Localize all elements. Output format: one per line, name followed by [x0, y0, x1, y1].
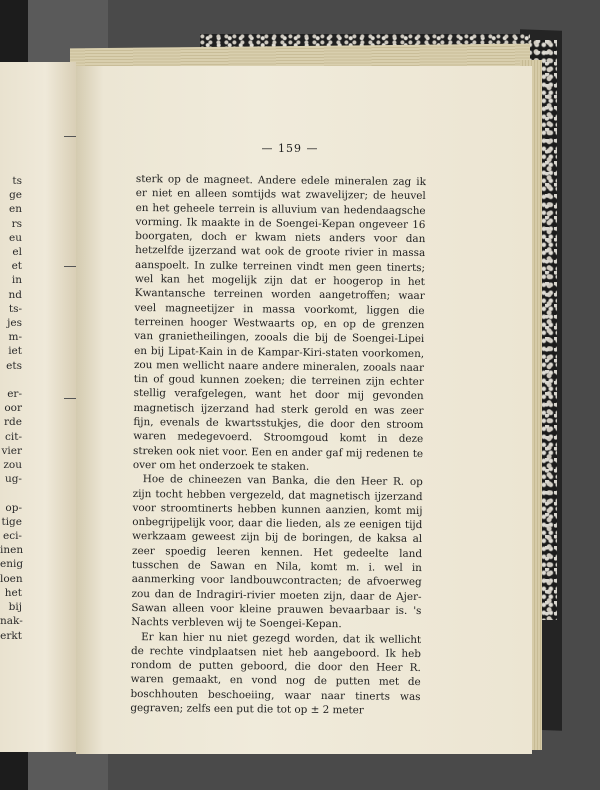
left-page-fragment: erkt — [0, 629, 22, 642]
left-page-fragment: ug- — [4, 473, 22, 486]
left-page-fragment: jes — [7, 317, 22, 330]
left-page-fragment: zou — [3, 459, 22, 472]
paragraph: sterk op de magneet. Andere edele mineralen zag ik er niet en alleen somtijds wat zwavelijzer; de heuvel en het geheele terrein is alluvium van hedendaagsche vorming. Ik maakte in de Soengei-Kepan ongeveer 16 boorgaten, doch er kwam niets anders voor dan hetzelfde ijzerzand wat ook de groote rivier in massa aanspoelt. In zulke terreinen vindt men geen tinerts; wel kan het mogelijk zijn dat er hoogerop in het Kwantansche terreinen worden aangetroffen; waar veel magneetijzer in massa voorkomt, liggen die terreinen hooger Westwaarts op, en op de grenzen van granietheilingen, zooals die bij de Soengei-Lipei en bij Lipat-Kain in de Kampar-Kiri-staten voorkomen, zou men wellicht naare andere mineralen, zooals naar tin of goud kunnen zoeken; die terreinen zijn echter stellig verafgelegen, want het door mij gevonden magnetisch ijzerzand had sterk gerold en was zeer fijn, evenals de kwartsstukjes, die door den stroom waren medegevoerd. Stroomgoud komt in deze streken ook niet voor. Een en ander gaf mij redenen te over om het onderzoek te staken. — [132, 172, 426, 473]
left-page-fragment: nak- — [0, 615, 23, 628]
left-page-fragment: enig — [0, 558, 24, 571]
left-page-fragment: en — [9, 203, 22, 216]
left-page-fragment: eci- — [2, 530, 22, 543]
gutter-mark — [64, 136, 76, 137]
left-page-fragment: inen — [0, 544, 24, 557]
gutter-mark — [64, 266, 76, 267]
left-page-fragment: op- — [5, 501, 22, 514]
left-page-fragment: rs — [11, 217, 22, 230]
left-page-fragment: oor — [4, 402, 22, 415]
left-page-fragment — [0, 486, 22, 500]
left-page-fragment: nd — [8, 288, 22, 301]
page-number: — 159 — — [261, 142, 319, 155]
left-page-fragment: cit- — [4, 430, 22, 443]
left-page-fragment: tige — [1, 515, 22, 528]
left-page-fragment — [0, 373, 22, 387]
left-page-fragment: er- — [7, 388, 22, 401]
left-page-fragment: et — [11, 260, 22, 273]
left-page-fragment: ets — [6, 359, 22, 372]
left-page-fragment: vier — [1, 444, 22, 457]
left-page-fragment: ts — [12, 175, 22, 187]
left-page-fragment: loen — [0, 572, 23, 585]
left-page-fragment: ts- — [8, 302, 22, 315]
left-page-fragment: eu — [9, 231, 22, 244]
paragraph: Hoe de chineezen van Banka, die den Heer R. op zijn tocht hebben vergezeld, dat magnetisch ijzerzand voor stroomtinerts hebben kunnen aanzien, komt mij onbegrijpelijk voor, daar die lieden, als ze eenigen tijd werkzaam geweest zijn bij de boringen, de kaksa al zeer spoedig leeren kennen. Het gedeelte land tusschen de Sawan en Nila, komt m. i. wel in aanmerking voor landbouwcontracten; de afvoerweg zou dan de Indragiri-rivier moeten zijn, daar de Ajer-Sawan alleen voor kleine prauwen bevaarbaar is. 's Nachts verbleven wij te Soengei-Kepan. — [131, 473, 423, 631]
left-page-fragment: rde — [4, 416, 22, 429]
left-page-fragment: m- — [8, 331, 22, 344]
left-page-text-fragments — [0, 174, 22, 643]
left-page-fragment: bij — [8, 601, 22, 614]
paragraph: Er kan hier nu niet gezegd worden, dat ik wellicht de rechte vindplaatsen niet heb aangeboord. Ik heb rondom de putten geboord, die door den Heer R. waren gemaakt, en vond nog de putten met de boschhouten beschoeiing, waar naar tinerts was gegraven; zelfs een put die tot op ± 2 meter — [130, 630, 422, 717]
left-page — [0, 62, 76, 752]
left-page-fragment: iet — [8, 345, 22, 358]
left-page-fragment: in — [11, 274, 22, 287]
left-page-fragment: het — [4, 586, 22, 599]
gutter-mark — [64, 398, 76, 399]
left-page-fragment: el — [12, 246, 22, 259]
left-page-fragment: ge — [9, 189, 22, 202]
page-body — [130, 172, 426, 718]
